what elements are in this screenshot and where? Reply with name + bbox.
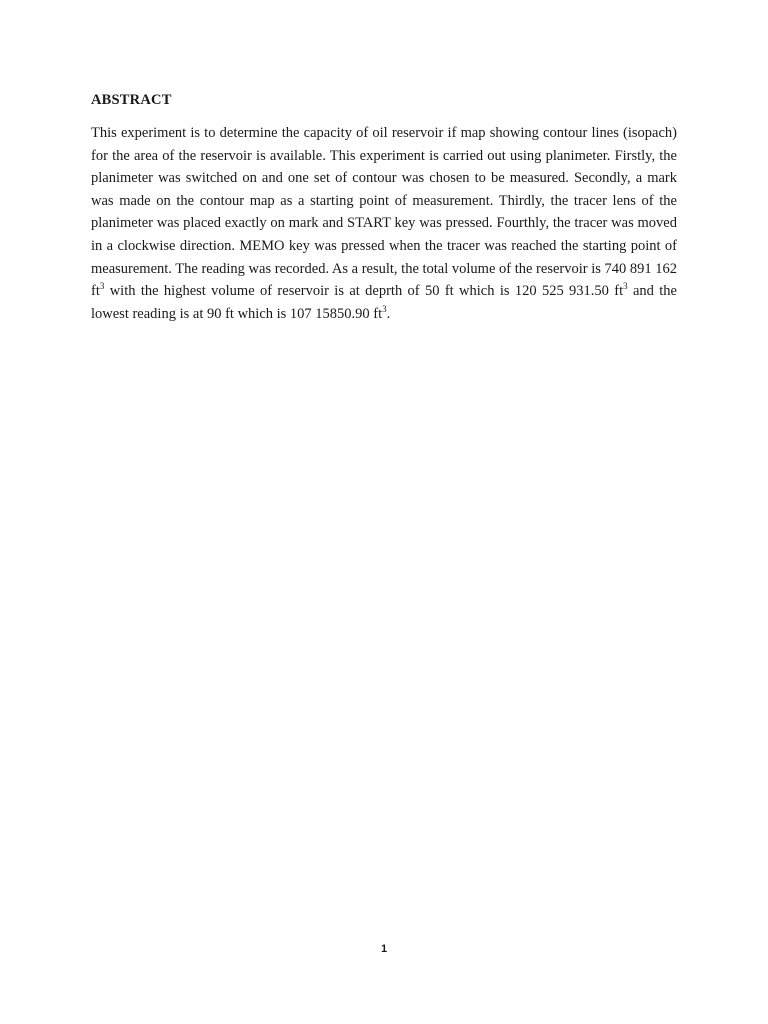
page-number: 1: [380, 943, 388, 955]
abstract-text-part-2: with the highest volume of reservoir is at deprth of 50 ft which is 120 525 931.50 ft: [104, 283, 624, 300]
superscript-cubed-3: 3: [382, 303, 387, 314]
abstract-text-part-3: and the lowest reading is at 90 ft which is 107 15850.90 ft: [91, 283, 677, 322]
abstract-text-part-4: .: [386, 305, 391, 322]
superscript-cubed-1: 3: [99, 281, 105, 292]
abstract-paragraph: [91, 122, 677, 325]
abstract-heading: ABSTRACT: [91, 92, 172, 108]
abstract-text-part-1: This experiment is to determine the capacity of oil reservoir if map showing contour lines (isopach) for the area of the reservoir is available. This experiment is carried out using planimeter. Firstly, the planimeter was switched on and one set of contour was chosen to be measured. Secondly, a mark was made on the contour map as a starting point of measurement. Thirdly, the tracer lens of the planimeter was placed exactly on mark and START key was pressed. Fourthly, the tracer was moved in a clockwise direction. MEMO key was pressed when the tracer was reached the starting point of measurement. The reading was recorded. As a result, the total volume of the reservoir is 740 891 162 ft: [91, 125, 678, 300]
superscript-cubed-2: 3: [623, 281, 628, 292]
